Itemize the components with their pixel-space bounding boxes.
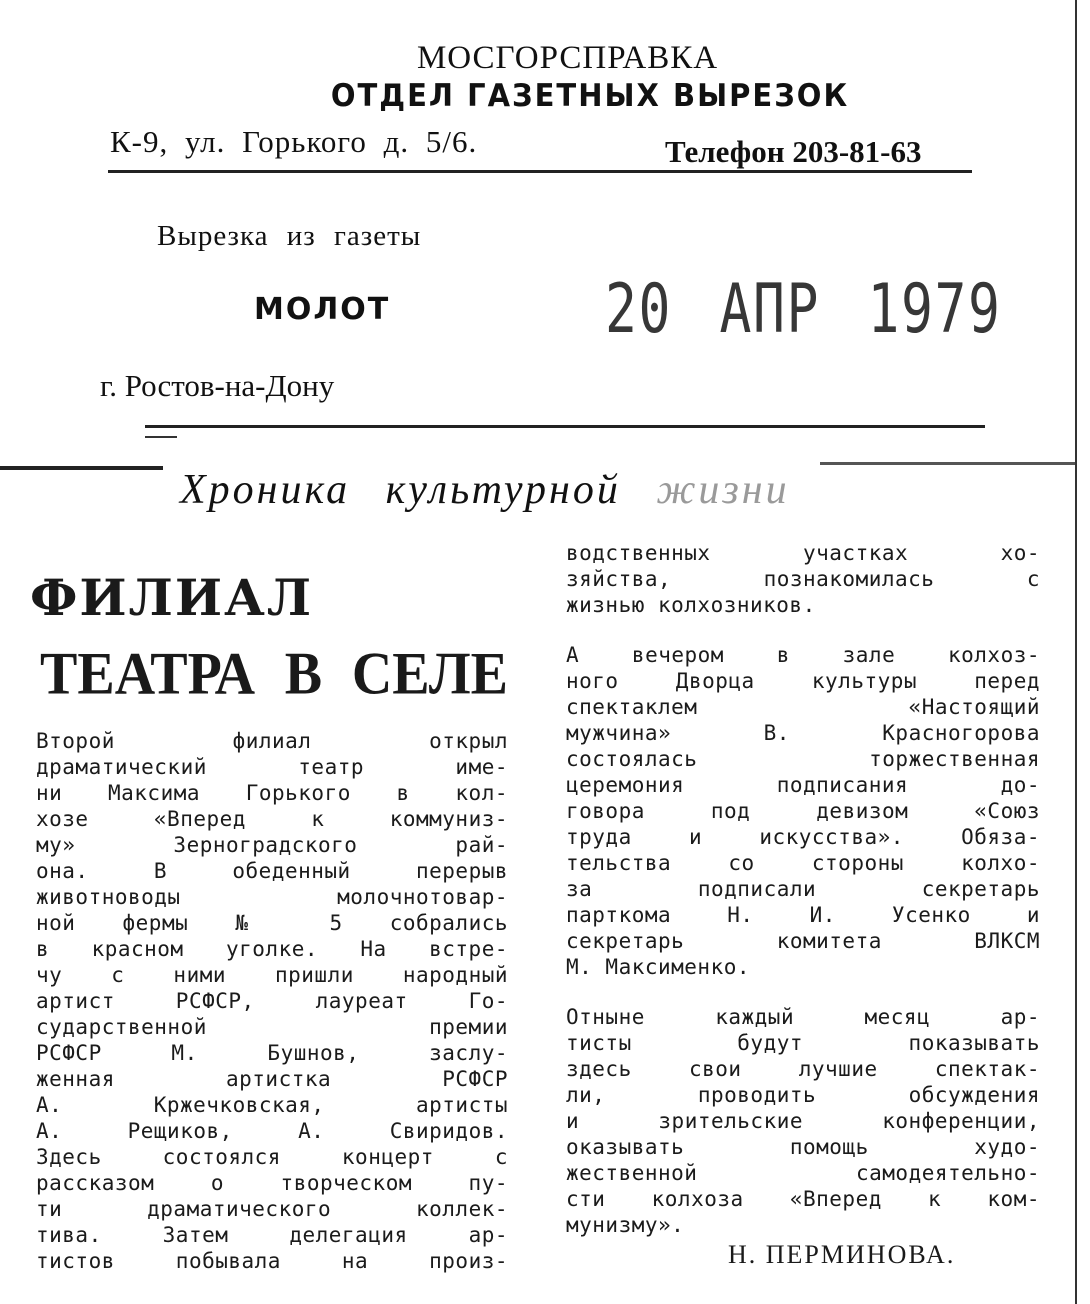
- article-line: А. Кржечковская, артисты: [36, 1093, 508, 1117]
- article-line: мужчина» В. Красногорова: [566, 721, 1040, 745]
- article-line: за подписали секретарь: [566, 877, 1040, 901]
- article-line: РСФСР М. Бушнов, заслу-: [36, 1041, 508, 1065]
- organization-name: МОСГОРСПРАВКА: [416, 40, 719, 76]
- article-line: водственных участках хо-: [566, 541, 1040, 565]
- article-line: сти колхоза «Вперед к ком-: [566, 1187, 1040, 1211]
- article-line: жественной самодеятельно-: [566, 1161, 1040, 1185]
- article-line: Второй филиал открыл: [36, 729, 508, 753]
- article-line: ли, проводить обсуждения: [566, 1083, 1040, 1107]
- article-line: зяйства, познакомилась с: [566, 567, 1040, 591]
- article-line: сударственной премии: [36, 1015, 508, 1039]
- article-line: жизнью колхозников.: [566, 593, 816, 617]
- slip-divider: [145, 425, 985, 428]
- department-name: ОТДЕЛ ГАЗЕТНЫХ ВЫРЕЗОК: [330, 76, 850, 114]
- article-line: спектаклем «Настоящий: [566, 695, 1040, 719]
- rubric-rule-left: [0, 466, 163, 470]
- article-line: ной фермы № 5 собрались: [36, 911, 508, 935]
- article-line: животноводы молочнотовар-: [36, 885, 508, 909]
- article-line: она. В обеденный перерыв: [36, 859, 508, 883]
- article-line: говора под девизом «Союз: [566, 799, 1040, 823]
- header-divider: [108, 170, 972, 173]
- article-line: тива. Затем делегация ар-: [36, 1223, 508, 1247]
- article-line: тельства со стороны колхо-: [566, 851, 1040, 875]
- paragraph-gap: [566, 980, 1040, 1004]
- paragraph-gap: [566, 618, 1040, 642]
- article-line: драматический театр име-: [36, 755, 508, 779]
- article-line: артист РСФСР, лауреат Го-: [36, 989, 508, 1013]
- article-line: М. Максименко.: [566, 955, 751, 979]
- article-line: оказывать помощь худо-: [566, 1135, 1040, 1159]
- article-line: Отныне каждый месяц ар-: [566, 1005, 1040, 1029]
- article-line: секретарь комитета ВЛКСМ: [566, 929, 1040, 953]
- article-line: здесь свои лучшие спектак-: [566, 1057, 1040, 1081]
- article-line: тистов побывала на произ-: [36, 1249, 508, 1273]
- newspaper-name: МОЛОТ: [254, 292, 391, 327]
- city-name: г. Ростов-на-Дону: [100, 368, 335, 403]
- article-line: женная артистка РСФСР: [36, 1067, 508, 1091]
- address: К-9, ул. Горького д. 5/6.: [110, 124, 478, 159]
- headline-line-1: ФИЛИАЛ: [30, 568, 314, 627]
- article-line: чу с ними пришли народный: [36, 963, 508, 987]
- rubric-title: [180, 466, 790, 514]
- author-signature: Н. ПЕРМИНОВА.: [728, 1240, 956, 1269]
- slip-tick-mark: [145, 436, 177, 438]
- article-line: ного Дворца культуры перед: [566, 669, 1040, 693]
- article-right-column: [566, 540, 1040, 1238]
- article-line: труда и искусства». Обяза-: [566, 825, 1040, 849]
- rubric-rule-right: [820, 462, 1075, 465]
- rubric-text: Хроника культурной: [180, 467, 621, 513]
- article-line: хозе «Вперед к коммуниз-: [36, 807, 508, 831]
- article-line: му» Зерноградского рай-: [36, 833, 508, 857]
- article-line: рассказом о творческом пу-: [36, 1171, 508, 1195]
- article-line: парткома Н. И. Усенко и: [566, 903, 1040, 927]
- article-line: Здесь состоялся концерт с: [36, 1145, 508, 1169]
- rubric-text-faded: жизни: [656, 467, 790, 513]
- article-line: мунизму».: [566, 1213, 685, 1237]
- article-left-column: [36, 728, 508, 1274]
- headline-line-2: ТЕАТРА В СЕЛЕ: [40, 640, 508, 708]
- phone-number: Телефон 203-81-63: [665, 134, 922, 169]
- article-line: ти драматического коллек-: [36, 1197, 508, 1221]
- article-line: церемония подписания до-: [566, 773, 1040, 797]
- article-line: в красном уголке. На встре-: [36, 937, 508, 961]
- article-line: А. Рещиков, А. Свиридов.: [36, 1119, 508, 1143]
- clipping-label: Вырезка из газеты: [157, 220, 422, 252]
- article-line: состоялась торжественная: [566, 747, 1040, 771]
- article-line: А вечером в зале колхоз-: [566, 643, 1040, 667]
- article-line: тисты будут показывать: [566, 1031, 1040, 1055]
- date-stamp: 20 АПР 1979: [605, 270, 1002, 349]
- article-line: ни Максима Горького в кол-: [36, 781, 508, 805]
- article-line: и зрительские конференции,: [566, 1109, 1040, 1133]
- clipping-edge: [1075, 0, 1077, 1304]
